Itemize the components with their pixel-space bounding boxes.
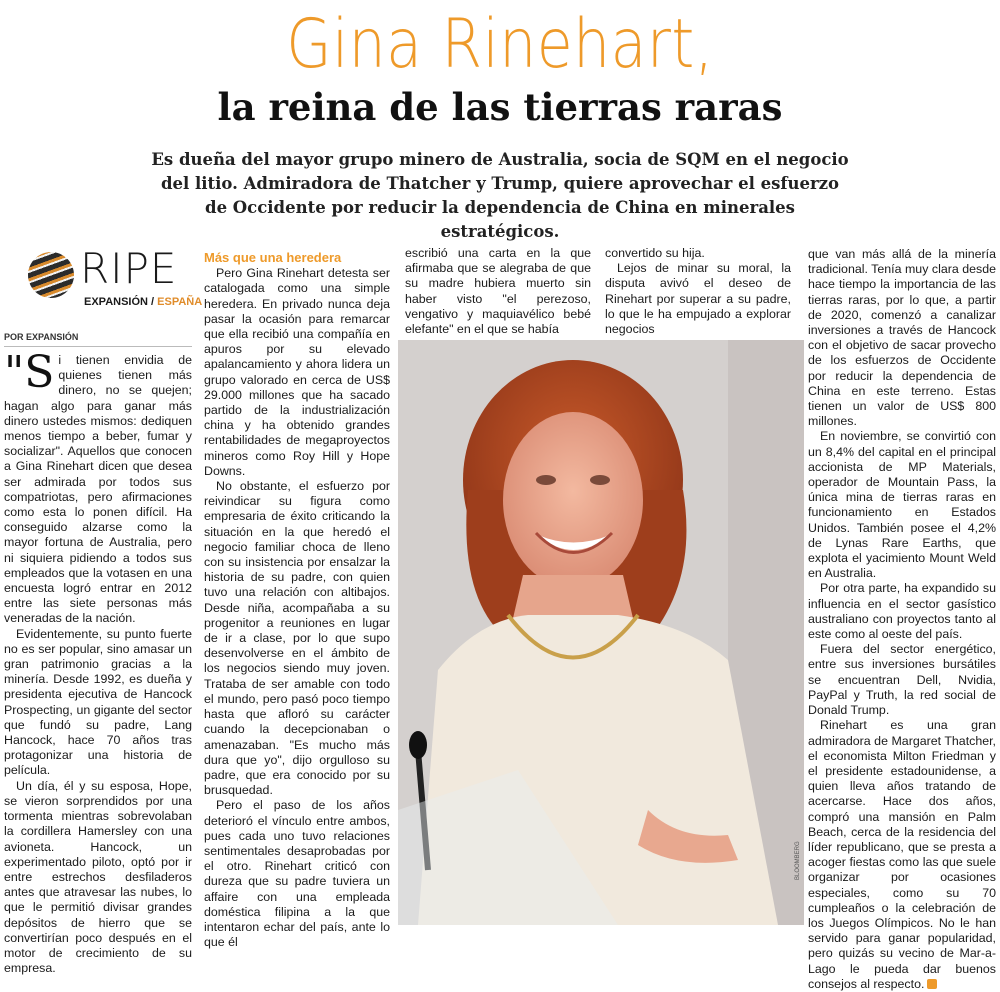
- logo-word: RIPE: [80, 244, 178, 293]
- column-1: [4, 347, 192, 976]
- ripe-logo: [28, 244, 203, 312]
- column-2: [204, 250, 390, 950]
- paragraph: Un día, él y su esposa, Hope, se vieron sorprendidos por una tormenta mientras sobrevolaban la cordillera Hamersley con una avioneta. Hancock, un experimentado piloto, optó por ir entre estrechos desfiladeros antes que atravesar las nubes, lo que le permitió divisar grandes depósitos de hierro que se convertirían poco después en el motor de crecimiento de su empresa.: [4, 778, 192, 976]
- end-mark-icon: [927, 979, 937, 989]
- headline: Gina Rinehart,: [286, 5, 714, 84]
- paragraph: Evidentemente, su punto fuerte no es ser popular, sino amasar un gran patrimonio gracias a la minería. Desde 1992, es dueña y presidenta ejecutiva de Hancock Prospecting, un gigante del sector que fundó su padre, Lang Hancock, hace 70 años tras protagonizar una historia de película.: [4, 626, 192, 778]
- portrait-illustration: [398, 340, 804, 925]
- column-3: [405, 246, 591, 337]
- paragraph: Pero Gina Rinehart detesta ser catalogada como una simple heredera. En privado nunca deja pasar la ocasión para remarcar que ella recibió una compañía en apuros por su elevado apalancamiento y ahora lidera un grupo valorado en cerca de US$ 29.000 millones que ha sacado partido de la industrialización china y ha obtenido grandes rentabilidades de megaproyectos mineros como Roy Hill y Hope Downs.: [204, 266, 390, 478]
- paragraph: que van más allá de la minería tradicional. Tenía muy clara desde hace tiempo la importancia de las tierras raras, por lo que, a partir de 2020, comenzó a canalizar inversiones a través de Hancock con el objetivo de sacar provecho de los esfuerzos de Occidente por reducir la dependencia de China en este terreno. Estas tienen un valor de US$ 800 millones.: [808, 247, 996, 429]
- paragraph: Rinehart es una gran admiradora de Margaret Thatcher, el economista Milton Friedman y el presidente estadounidense, a quien lleva años tratando de acercarse. Hace dos años, compró una mansión en Palm Beach, cerca de la residencia del líder republicano, que se presta a acoger fiestas como las que suele organizar por ocasiones especiales, como su 70 cumpleaños o la celebración de los Juegos Olímpicos. No le han servido para ganar popularidad, pero quizás su vecino de Mar-a-Lago le pueda dar buenos consejos al respecto.: [808, 718, 996, 991]
- paragraph: Lejos de minar su moral, la disputa avivó el deseo de Rinehart por superar a su padre, lo que le ha empujado a explorar negocios: [605, 261, 791, 337]
- byline: POR EXPANSIÓN: [4, 332, 192, 347]
- paragraph: Por otra parte, ha expandido su influencia en el sector gasístico australiano con proyectos tanto al este como al oeste del país.: [808, 581, 996, 642]
- section-heading: Más que una heredera: [204, 250, 342, 265]
- column-4: [605, 246, 791, 337]
- lede: Es dueña del mayor grupo minero de Australia, socia de SQM en el negocio del litio. Admiradora de Thatcher y Trump, quiere aprovechar el esfuerzo de Occidente por reducir la dependencia de China en minerales estratégicos.: [151, 150, 849, 241]
- logo-subtitle: EXPANSIÓN / ESPAÑA: [84, 296, 203, 308]
- dropcap: "S: [4, 347, 55, 398]
- subheadline: la reina de las tierras raras: [217, 85, 783, 129]
- photo-credit: BLOOMBERG: [795, 841, 801, 880]
- column-5: [808, 247, 996, 992]
- paragraph: escribió una carta en la que afirmaba que se alegraba de que su madre hubiera muerto sin haber visto "el perezoso, vengativo y maquiavélico bebé elefante" en el que se había: [405, 246, 591, 337]
- ripe-globe-icon: [28, 252, 74, 298]
- paragraph: No obstante, el esfuerzo por reivindicar su figura como empresaria de éxito criticando la situación en la que heredó el negocio familiar choca de lleno con su insistencia por ensalzar la historia de su padre, con quien tuvo una relación con altibajos. Desde niña, acompañaba a su progenitor a reuniones en lugar de ir a clase, por lo que supo desenvolverse en el ámbito de los negocios siendo muy joven. Trataba de ser amable con todo el mundo, pero pasó poco tiempo hasta que afloró su carácter cuando la decepcionaban o amenazaban. "Es mucho más dura que yo", dijo orgulloso su padre, que era conocido por su brusquedad.: [204, 479, 390, 798]
- paragraph: Fuera del sector energético, entre sus inversiones bursátiles se encuentran Dell, Nvidia, PayPal y Truth, la red social de Donald Trump.: [808, 642, 996, 718]
- paragraph: En noviembre, se convirtió con un 8,4% del capital en el principal accionista de MP Materials, operador de Mountain Pass, la única mina de tierras raras en funcionamiento en Estados Unidos. También posee el 4,2% de Lynas Rare Earths, que explota el yacimiento Mount Weld en Australia.: [808, 429, 996, 581]
- portrait-photo: [398, 340, 804, 925]
- paragraph: convertido su hija.: [605, 246, 705, 260]
- paragraph: "Si tienen envidia de quienes tienen más dinero, no se quejen; hagan algo para ganar más dinero ustedes mismos: dediquen menos tiempo a beber, fumar y socializar". Aquellos que conocen a Gina Rinehart dicen que desea ser admirada por todos sus compatriotas, pero afirmaciones como esta lo ponen difícil. Ha conseguido alzarse como la mayor fortuna de Australia, pero ni siquiera pidiendo a todos sus empleados que la votasen en una encuesta logró entrar en 2012 entre las siete personas más veneradas de la nación.: [4, 347, 192, 626]
- paragraph: Pero el paso de los años deterioró el vínculo entre ambos, pues cada uno tuvo relaciones sentimentales desaprobadas por el otro. Rinehart criticó con dureza que su padre tuviera un affaire con una empleada doméstica filipina a la que intentaron echar del país, ante lo que él: [204, 798, 390, 950]
